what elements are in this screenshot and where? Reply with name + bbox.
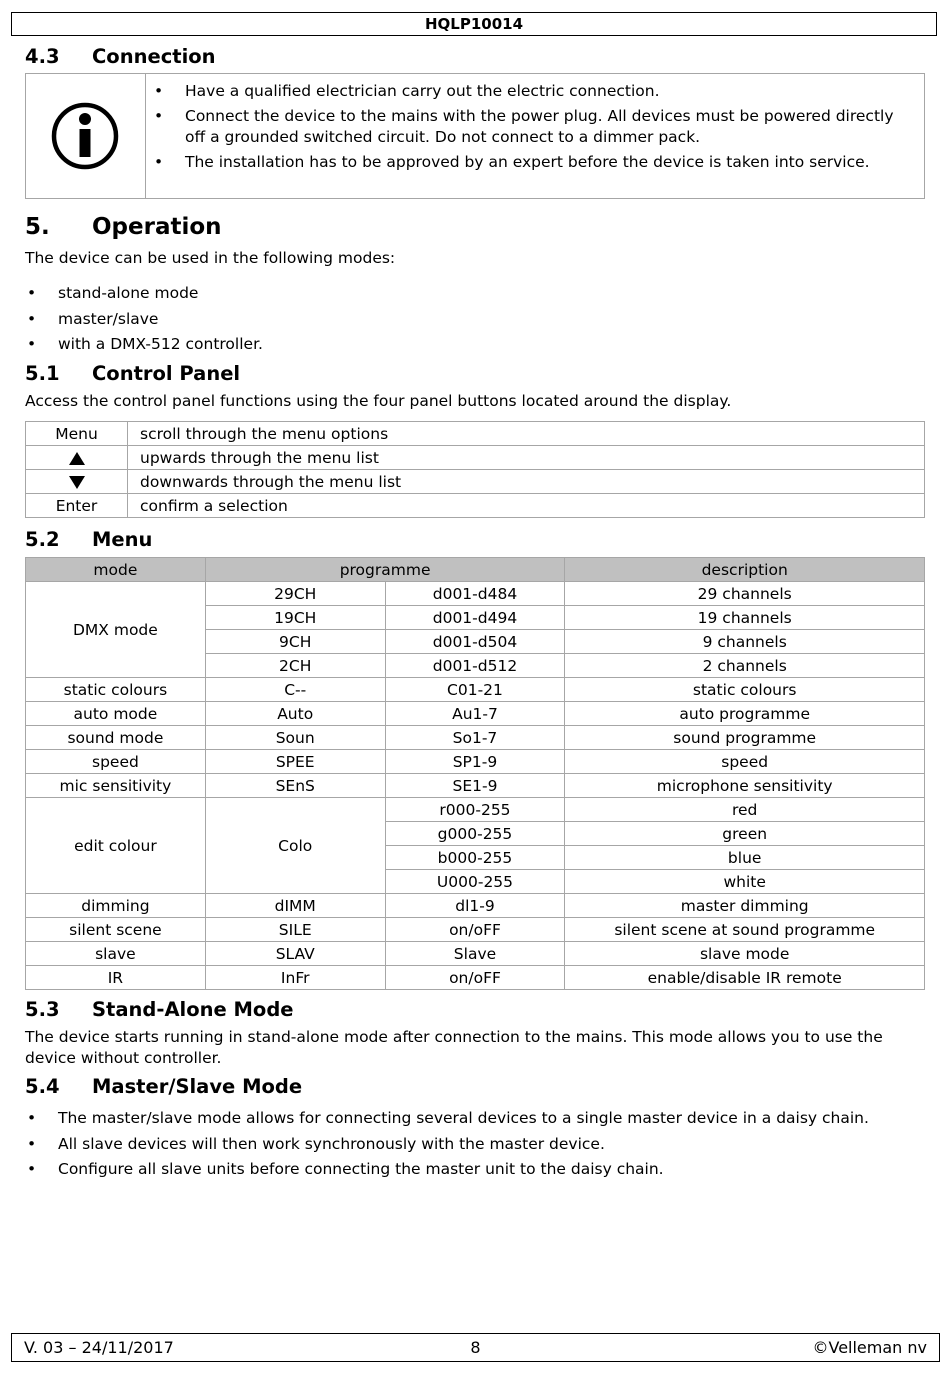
table-row: [26, 446, 925, 470]
operation-intro: The device can be used in the following modes:: [25, 249, 396, 267]
list-item: • The installation has to be approved by an expert before the device is taken into service.: [154, 153, 870, 171]
desc-cell: silent scene at sound programme: [565, 918, 925, 942]
range-cell: SE1-9: [385, 774, 565, 798]
range-cell: d001-d504: [385, 630, 565, 654]
section-title: Master/Slave Mode: [92, 1075, 303, 1098]
section-5-1-heading: [25, 362, 240, 385]
range-cell: on/oFF: [385, 918, 565, 942]
connection-box: [25, 73, 925, 199]
desc-cell: sound programme: [565, 726, 925, 750]
page-header: HQLP10014: [11, 12, 937, 36]
table-row: [26, 774, 925, 798]
range-cell: SP1-9: [385, 750, 565, 774]
header-description: description: [565, 558, 925, 582]
section-4-3-heading: [25, 45, 216, 68]
mode-cell: IR: [26, 966, 206, 990]
key-cell: Menu: [26, 422, 128, 446]
section-5-2-heading: [25, 528, 152, 551]
desc-cell: speed: [565, 750, 925, 774]
info-icon: [51, 102, 119, 170]
desc-cell: master dimming: [565, 894, 925, 918]
table-row: [26, 494, 925, 518]
section-5-heading: [25, 214, 222, 240]
section-5-3-heading: [25, 998, 294, 1021]
list-item: • Configure all slave units before connecting the master unit to the daisy chain.: [27, 1160, 664, 1178]
table-row: [26, 678, 925, 702]
table-row: [26, 422, 925, 446]
desc-cell: white: [565, 870, 925, 894]
key-cell: Enter: [26, 494, 128, 518]
table-row: [26, 798, 925, 822]
header-mode: mode: [26, 558, 206, 582]
range-cell: So1-7: [385, 726, 565, 750]
section-number: 5.: [25, 214, 50, 240]
mode-cell: sound mode: [26, 726, 206, 750]
desc-cell: auto programme: [565, 702, 925, 726]
code-cell: 29CH: [205, 582, 385, 606]
list-item: • The master/slave mode allows for connecting several devices to a single master device in a daisy chain.: [27, 1109, 869, 1127]
desc-cell: enable/disable IR remote: [565, 966, 925, 990]
table-row: [26, 470, 925, 494]
section-title: Control Panel: [92, 362, 241, 385]
range-cell: g000-255: [385, 822, 565, 846]
desc-cell: 19 channels: [565, 606, 925, 630]
mode-cell: silent scene: [26, 918, 206, 942]
section-number: 4.3: [25, 45, 60, 68]
key-cell: [26, 470, 128, 494]
desc-cell: blue: [565, 846, 925, 870]
menu-table: [25, 557, 925, 990]
list-item: • master/slave: [27, 309, 159, 328]
header-programme: programme: [205, 558, 565, 582]
table-row: [26, 750, 925, 774]
list-item: • with a DMX-512 controller.: [27, 335, 263, 353]
list-item: • stand-alone mode: [27, 284, 199, 302]
code-cell: SLAV: [205, 942, 385, 966]
desc-cell: confirm a selection: [128, 494, 925, 518]
code-cell: Soun: [205, 726, 385, 750]
section-number: 5.4: [25, 1075, 60, 1098]
range-cell: r000-255: [385, 798, 565, 822]
table-row: [26, 942, 925, 966]
section-5-4-heading: [25, 1075, 302, 1098]
mode-cell: auto mode: [26, 702, 206, 726]
mode-cell: DMX mode: [26, 582, 206, 678]
code-cell: SEnS: [205, 774, 385, 798]
footer-page-number: 8: [470, 1338, 481, 1357]
desc-cell: static colours: [565, 678, 925, 702]
footer-copyright: ©Velleman nv: [812, 1338, 927, 1357]
code-cell: 19CH: [205, 606, 385, 630]
code-cell: C--: [205, 678, 385, 702]
section-number: 5.1: [25, 362, 60, 385]
table-row: [26, 726, 925, 750]
table-row: [26, 966, 925, 990]
section-title: Operation: [92, 214, 222, 240]
code-cell: 2CH: [205, 654, 385, 678]
code-cell: SILE: [205, 918, 385, 942]
operation-modes-list: [25, 281, 925, 358]
desc-cell: slave mode: [565, 942, 925, 966]
desc-cell: red: [565, 798, 925, 822]
control-panel-table: [25, 421, 925, 518]
control-panel-intro: Access the control panel functions using the four panel buttons located around the display.: [25, 392, 732, 410]
mode-cell: mic sensitivity: [26, 774, 206, 798]
key-cell: [26, 446, 128, 470]
section-title: Stand-Alone Mode: [92, 998, 294, 1021]
range-cell: on/oFF: [385, 966, 565, 990]
list-item: • All slave devices will then work synchronously with the master device.: [27, 1134, 605, 1153]
down-triangle-icon: [69, 476, 85, 489]
mode-cell: dimming: [26, 894, 206, 918]
range-cell: Au1-7: [385, 702, 565, 726]
code-cell: Auto: [205, 702, 385, 726]
up-triangle-icon: [69, 452, 85, 465]
table-row: [26, 702, 925, 726]
mode-cell: speed: [26, 750, 206, 774]
range-cell: d001-d512: [385, 654, 565, 678]
desc-cell: 2 channels: [565, 654, 925, 678]
range-cell: U000-255: [385, 870, 565, 894]
code-cell: dIMM: [205, 894, 385, 918]
mode-cell: static colours: [26, 678, 206, 702]
desc-cell: upwards through the menu list: [128, 446, 925, 470]
mode-cell: edit colour: [26, 798, 206, 894]
range-cell: d001-d484: [385, 582, 565, 606]
list-item: • Connect the device to the mains with the power plug. All devices must be powered directly off a grounded switched circuit. Do not connect to a dimmer pack.: [154, 107, 894, 146]
range-cell: d001-d494: [385, 606, 565, 630]
desc-cell: 9 channels: [565, 630, 925, 654]
code-cell: 9CH: [205, 630, 385, 654]
info-icon-cell: [26, 74, 146, 198]
table-row: [26, 582, 925, 606]
list-item: • Have a qualified electrician carry out the electric connection.: [154, 82, 660, 100]
page-footer: [11, 1333, 940, 1362]
desc-cell: 29 channels: [565, 582, 925, 606]
desc-cell: green: [565, 822, 925, 846]
section-title: Connection: [92, 45, 216, 68]
section-number: 5.2: [25, 528, 60, 551]
table-header-row: [26, 558, 925, 582]
connection-list: [152, 81, 912, 177]
table-row: [26, 918, 925, 942]
section-number: 5.3: [25, 998, 60, 1021]
desc-cell: downwards through the menu list: [128, 470, 925, 494]
footer-version: V. 03 – 24/11/2017: [24, 1338, 174, 1357]
code-cell: Colo: [205, 798, 385, 894]
mode-cell: slave: [26, 942, 206, 966]
section-title: Menu: [92, 528, 153, 551]
code-cell: InFr: [205, 966, 385, 990]
range-cell: dl1-9: [385, 894, 565, 918]
code-cell: SPEE: [205, 750, 385, 774]
master-slave-list: [25, 1106, 935, 1183]
stand-alone-text: The device starts running in stand-alone mode after connection to the mains. This mode allows you to use the device without controller.: [25, 1028, 883, 1067]
range-cell: C01-21: [385, 678, 565, 702]
desc-cell: scroll through the menu options: [128, 422, 925, 446]
table-row: [26, 894, 925, 918]
range-cell: Slave: [385, 942, 565, 966]
desc-cell: microphone sensitivity: [565, 774, 925, 798]
range-cell: b000-255: [385, 846, 565, 870]
